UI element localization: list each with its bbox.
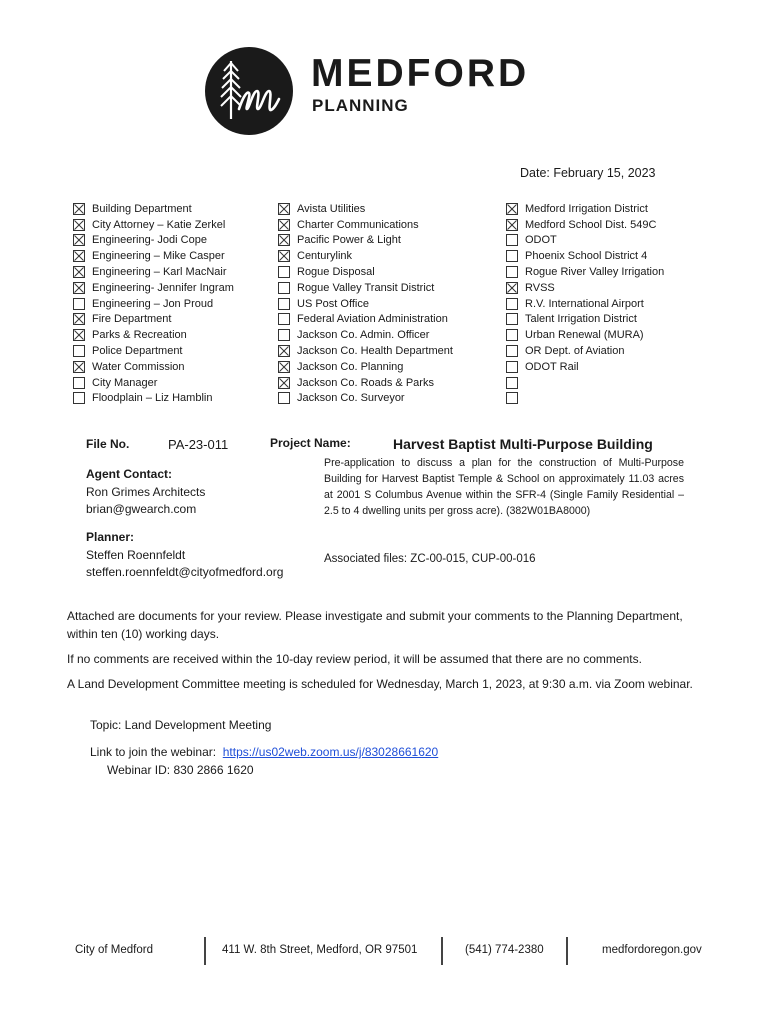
distribution-item-label: ODOT Rail xyxy=(525,360,579,373)
unchecked-checkbox[interactable] xyxy=(506,234,518,246)
distribution-item xyxy=(73,312,234,328)
distribution-item-label: Parks & Recreation xyxy=(92,329,187,342)
distribution-item-label: Water Commission xyxy=(92,360,185,373)
unchecked-checkbox[interactable] xyxy=(506,329,518,341)
distribution-item-label: Talent Irrigation District xyxy=(525,313,637,326)
checked-checkbox[interactable] xyxy=(278,219,290,231)
webinar-link-line xyxy=(90,745,438,759)
associated-files: Associated files: ZC-00-015, CUP-00-016 xyxy=(324,553,536,565)
agent-contact xyxy=(86,466,205,519)
unchecked-checkbox[interactable] xyxy=(278,266,290,278)
distribution-item-label: Pacific Power & Light xyxy=(297,234,401,247)
checked-checkbox[interactable] xyxy=(278,377,290,389)
meeting-notice: A Land Development Committee meeting is scheduled for Wednesday, March 1, 2023, at 9:30 a.m. via Zoom webinar. xyxy=(67,677,693,691)
no-comments-note: If no comments are received within the 10-day review period, it will be assumed that there are no comments. xyxy=(67,652,642,666)
meeting-topic: Topic: Land Development Meeting xyxy=(90,718,272,732)
distribution-item xyxy=(278,327,453,343)
distribution-item xyxy=(73,375,234,391)
distribution-item xyxy=(73,296,234,312)
distribution-item-label: R.V. International Airport xyxy=(525,297,644,310)
distribution-item xyxy=(506,375,664,391)
unchecked-checkbox[interactable] xyxy=(73,298,85,310)
planner-email: steffen.roennfeldt@cityofmedford.org xyxy=(86,565,284,579)
distribution-item xyxy=(278,296,453,312)
distribution-item xyxy=(278,359,453,375)
checked-checkbox[interactable] xyxy=(506,219,518,231)
review-instructions: Attached are documents for your review. Please investigate and submit your comments to the Planning Department, within ten (10) working days. xyxy=(67,609,683,641)
unchecked-checkbox[interactable] xyxy=(506,361,518,373)
distribution-item xyxy=(506,233,664,249)
unchecked-checkbox[interactable] xyxy=(506,250,518,262)
project-name-value: Harvest Baptist Multi-Purpose Building xyxy=(393,436,653,452)
unchecked-checkbox[interactable] xyxy=(278,298,290,310)
unchecked-checkbox[interactable] xyxy=(506,392,518,404)
distribution-item xyxy=(506,280,664,296)
distribution-item xyxy=(73,217,234,233)
footer xyxy=(0,935,770,967)
distribution-item-label: City Attorney – Katie Zerkel xyxy=(92,218,226,231)
distribution-item xyxy=(278,201,453,217)
distribution-item-label: Jackson Co. Health Department xyxy=(297,345,453,358)
distribution-item xyxy=(278,264,453,280)
planner-label: Planner: xyxy=(86,530,135,544)
footer-divider xyxy=(566,937,568,965)
footer-address: 411 W. 8th Street, Medford, OR 97501 xyxy=(222,944,418,956)
distribution-item xyxy=(506,264,664,280)
distribution-item xyxy=(73,391,234,407)
distribution-item-label: Rogue Disposal xyxy=(297,266,375,279)
checked-checkbox[interactable] xyxy=(73,313,85,325)
footer-city: City of Medford xyxy=(75,944,153,956)
distribution-item xyxy=(506,312,664,328)
checked-checkbox[interactable] xyxy=(73,361,85,373)
distribution-item xyxy=(506,217,664,233)
unchecked-checkbox[interactable] xyxy=(73,377,85,389)
distribution-item-label: RVSS xyxy=(525,281,555,294)
unchecked-checkbox[interactable] xyxy=(506,377,518,389)
distribution-item xyxy=(278,343,453,359)
distribution-item-label: Police Department xyxy=(92,345,183,358)
distribution-item xyxy=(73,327,234,343)
footer-divider xyxy=(204,937,206,965)
webinar-link-prefix: Link to join the webinar: xyxy=(90,745,223,759)
brand-subtitle: PLANNING xyxy=(312,96,409,115)
distribution-item xyxy=(278,391,453,407)
checked-checkbox[interactable] xyxy=(73,282,85,294)
project-name-label: Project Name: xyxy=(270,436,351,450)
checked-checkbox[interactable] xyxy=(278,345,290,357)
distribution-item-label: Engineering – Karl MacNair xyxy=(92,266,227,279)
distribution-item xyxy=(278,233,453,249)
distribution-item-label: Jackson Co. Planning xyxy=(297,360,404,373)
distribution-item xyxy=(278,248,453,264)
distribution-item xyxy=(73,248,234,264)
checked-checkbox[interactable] xyxy=(73,203,85,215)
file-no-value: PA-23-011 xyxy=(168,437,229,452)
footer-phone: (541) 774-2380 xyxy=(465,944,544,956)
unchecked-checkbox[interactable] xyxy=(278,392,290,404)
file-no-label: File No. xyxy=(86,437,130,451)
checked-checkbox[interactable] xyxy=(73,234,85,246)
distribution-item xyxy=(506,343,664,359)
distribution-item xyxy=(278,375,453,391)
distribution-item xyxy=(73,201,234,217)
unchecked-checkbox[interactable] xyxy=(506,345,518,357)
checked-checkbox[interactable] xyxy=(73,266,85,278)
distribution-item xyxy=(506,201,664,217)
footer-website[interactable]: medfordoregon.gov xyxy=(602,944,702,956)
distribution-item-label: Medford School Dist. 549C xyxy=(525,218,657,231)
agent-name: Ron Grimes Architects xyxy=(86,484,206,499)
distribution-item xyxy=(506,296,664,312)
distribution-item-label: Charter Communications xyxy=(297,218,419,231)
distribution-item-label: OR Dept. of Aviation xyxy=(525,345,625,358)
distribution-item-label: Floodplain – Liz Hamblin xyxy=(92,392,213,405)
checked-checkbox[interactable] xyxy=(506,203,518,215)
unchecked-checkbox[interactable] xyxy=(506,266,518,278)
agent-email: brian@gwearch.com xyxy=(86,502,197,516)
distribution-item-label: ODOT xyxy=(525,234,557,247)
agent-contact-label: Agent Contact: xyxy=(86,467,172,481)
project-description: Pre-application to discuss a plan for the construction of Multi-Purpose Building for Harvest Baptist Temple & School on approximately 11.03 acres at 2001 S Columbus Avenue within the SFR-4 (Single Family Residential – 2.5 to 4 dwelling units per gross acre). (382W01BA8000) xyxy=(324,457,684,517)
distribution-item-label: Urban Renewal (MURA) xyxy=(525,329,644,342)
distribution-item xyxy=(73,280,234,296)
distribution-item xyxy=(506,327,664,343)
planner-name: Steffen Roennfeldt xyxy=(86,547,186,562)
checked-checkbox[interactable] xyxy=(278,361,290,373)
distribution-item xyxy=(506,359,664,375)
distribution-item xyxy=(278,280,453,296)
distribution-item xyxy=(73,359,234,375)
distribution-item-label: Engineering- Jennifer Ingram xyxy=(92,281,234,294)
distribution-item-label: Rogue Valley Transit District xyxy=(297,281,435,294)
distribution-column-city xyxy=(73,201,234,406)
distribution-column-agencies xyxy=(278,201,453,406)
brand-name: MEDFORD xyxy=(311,52,530,95)
checked-checkbox[interactable] xyxy=(278,234,290,246)
distribution-item xyxy=(506,391,664,407)
distribution-item xyxy=(278,217,453,233)
footer-divider xyxy=(441,937,443,965)
distribution-item-label: Jackson Co. Surveyor xyxy=(297,392,405,405)
checked-checkbox[interactable] xyxy=(278,250,290,262)
distribution-item-label: Building Department xyxy=(92,202,192,215)
unchecked-checkbox[interactable] xyxy=(278,282,290,294)
webinar-id: Webinar ID: 830 2866 1620 xyxy=(107,763,254,777)
unchecked-checkbox[interactable] xyxy=(506,298,518,310)
unchecked-checkbox[interactable] xyxy=(278,329,290,341)
unchecked-checkbox[interactable] xyxy=(278,313,290,325)
distribution-item-label: City Manager xyxy=(92,376,158,389)
planner-contact xyxy=(86,529,283,582)
distribution-item-label: Phoenix School District 4 xyxy=(525,250,648,263)
distribution-item-label: Medford Irrigation District xyxy=(525,202,648,215)
distribution-item-label: Centurylink xyxy=(297,250,353,263)
checked-checkbox[interactable] xyxy=(506,282,518,294)
distribution-column-districts xyxy=(506,201,664,406)
distribution-item-label: Engineering – Jon Proud xyxy=(92,297,214,310)
checked-checkbox[interactable] xyxy=(278,203,290,215)
medford-tree-logo-icon xyxy=(205,47,293,135)
checked-checkbox[interactable] xyxy=(73,250,85,262)
unchecked-checkbox[interactable] xyxy=(73,345,85,357)
distribution-item xyxy=(506,248,664,264)
distribution-item xyxy=(73,233,234,249)
distribution-item xyxy=(73,343,234,359)
distribution-item-label: Rogue River Valley Irrigation xyxy=(525,266,665,279)
distribution-item xyxy=(278,312,453,328)
distribution-item-label: Federal Aviation Administration xyxy=(297,313,448,326)
distribution-item-label: Avista Utilities xyxy=(297,202,366,215)
distribution-item xyxy=(73,264,234,280)
distribution-item-label: Jackson Co. Roads & Parks xyxy=(297,376,434,389)
distribution-item-label: Fire Department xyxy=(92,313,172,326)
unchecked-checkbox[interactable] xyxy=(506,313,518,325)
checked-checkbox[interactable] xyxy=(73,219,85,231)
checked-checkbox[interactable] xyxy=(73,329,85,341)
distribution-item-label: US Post Office xyxy=(297,297,369,310)
distribution-item-label: Jackson Co. Admin. Officer xyxy=(297,329,430,342)
memo-date: Date: February 15, 2023 xyxy=(520,166,656,180)
distribution-item-label: Engineering- Jodi Cope xyxy=(92,234,207,247)
unchecked-checkbox[interactable] xyxy=(73,392,85,404)
webinar-link[interactable]: https://us02web.zoom.us/j/83028661620 xyxy=(222,745,439,759)
distribution-item-label: Engineering – Mike Casper xyxy=(92,250,225,263)
